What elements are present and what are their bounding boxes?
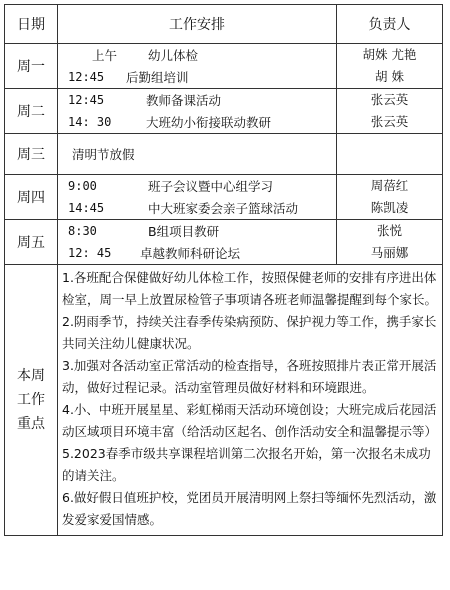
plan-cell xyxy=(58,175,337,220)
day-row-fri xyxy=(5,220,443,265)
owner-name: 张云英 xyxy=(370,114,409,129)
plan-item: 大班幼小衔接联动教研 xyxy=(146,115,272,130)
plan-item: 班子会议暨中心组学习 xyxy=(148,179,274,194)
owner-name: 马丽娜 xyxy=(370,245,409,260)
plan-line xyxy=(58,242,336,264)
plan-time: 上午 xyxy=(92,48,118,63)
owner-name: 胡 姝 xyxy=(375,69,404,84)
focus-text-cell xyxy=(58,265,443,536)
owner-name: 张云英 xyxy=(370,92,409,107)
plan-time: 14:45 xyxy=(68,201,105,215)
header-date: 日期 xyxy=(5,5,58,44)
focus-label-cell xyxy=(5,265,58,536)
owner-cell xyxy=(337,134,443,175)
plan-cell xyxy=(58,220,337,265)
plan-item: 清明节放假 xyxy=(72,147,135,162)
plan-item: 后勤组培训 xyxy=(126,70,189,85)
plan-time: 9:00 xyxy=(68,179,97,193)
owner-cell xyxy=(337,175,443,220)
owner-name: 胡姝 尤艳 xyxy=(362,47,417,62)
focus-label-line: 重点 xyxy=(17,416,45,432)
plan-cell xyxy=(58,134,337,175)
focus-item: 2.阴雨季节，持续关注春季传染病预防、保护视力等工作，携手家长共同关注幼儿健康状况。 xyxy=(62,314,437,351)
plan-line xyxy=(58,175,336,197)
focus-item: 3.加强对各活动室正常活动的检查指导，各班按照排片表正常开展活动，做好过程记录。活动室管理员做好材料和环境跟进。 xyxy=(62,358,437,395)
owner-name: 张悦 xyxy=(376,223,402,238)
plan-line xyxy=(58,134,336,174)
day-label: 周二 xyxy=(5,89,58,134)
focus-item: 5.2023春季市级共享课程培训第二次报名开始，第一次报名未成功的请关注。 xyxy=(62,446,431,483)
header-owner: 负责人 xyxy=(337,5,443,44)
day-label: 周五 xyxy=(5,220,58,265)
plan-time: 8:30 xyxy=(68,224,97,238)
plan-line xyxy=(58,44,336,66)
plan-time: 12: 45 xyxy=(68,246,112,260)
header-plan: 工作安排 xyxy=(58,5,337,44)
focus-item: 1.各班配合保健做好幼儿体检工作，按照保健老师的安排有序进出体检室，周一早上放置尿检管子事项请各班老师温馨提醒到每个家长。 xyxy=(62,270,438,307)
plan-item: 幼儿体检 xyxy=(148,48,199,63)
plan-line xyxy=(58,197,336,219)
owner-name: 陈凯凌 xyxy=(370,200,409,215)
plan-item: 中大班家委会亲子篮球活动 xyxy=(148,201,299,216)
day-row-tue xyxy=(5,89,443,134)
plan-line xyxy=(58,111,336,133)
focus-label-line: 工作 xyxy=(17,392,45,408)
plan-time: 12:45 xyxy=(68,93,105,107)
owner-cell xyxy=(337,220,443,265)
owner-cell xyxy=(337,44,443,89)
weekly-schedule-table xyxy=(4,4,443,536)
day-row-wed xyxy=(5,134,443,175)
plan-item: 教师备课活动 xyxy=(146,93,222,108)
plan-time: 14: 30 xyxy=(68,115,112,129)
plan-line xyxy=(58,89,336,111)
header-row xyxy=(5,5,443,44)
day-row-mon xyxy=(5,44,443,89)
plan-line xyxy=(58,66,336,88)
focus-label-line: 本周 xyxy=(17,368,45,384)
focus-row xyxy=(5,265,443,536)
focus-item: 4.小、中班开展星星、彩虹梯雨天活动环境创设；大班完成后花园活动区域项目环境丰富（给活动区起名、创作活动安全和温馨提示等） xyxy=(62,402,438,439)
plan-item: 卓越教师科研论坛 xyxy=(140,246,241,261)
plan-item: B组项目教研 xyxy=(148,224,220,239)
plan-cell xyxy=(58,44,337,89)
plan-time: 12:45 xyxy=(68,70,105,84)
owner-cell xyxy=(337,89,443,134)
plan-line xyxy=(58,220,336,242)
day-label: 周四 xyxy=(5,175,58,220)
day-row-thu xyxy=(5,175,443,220)
focus-item: 6.做好假日值班护校，党团员开展清明网上祭扫等缅怀先烈活动，激发爱家爱国情感。 xyxy=(62,490,437,527)
day-label: 周三 xyxy=(5,134,58,175)
day-label: 周一 xyxy=(5,44,58,89)
owner-name: 周蓓红 xyxy=(370,178,409,193)
plan-cell xyxy=(58,89,337,134)
